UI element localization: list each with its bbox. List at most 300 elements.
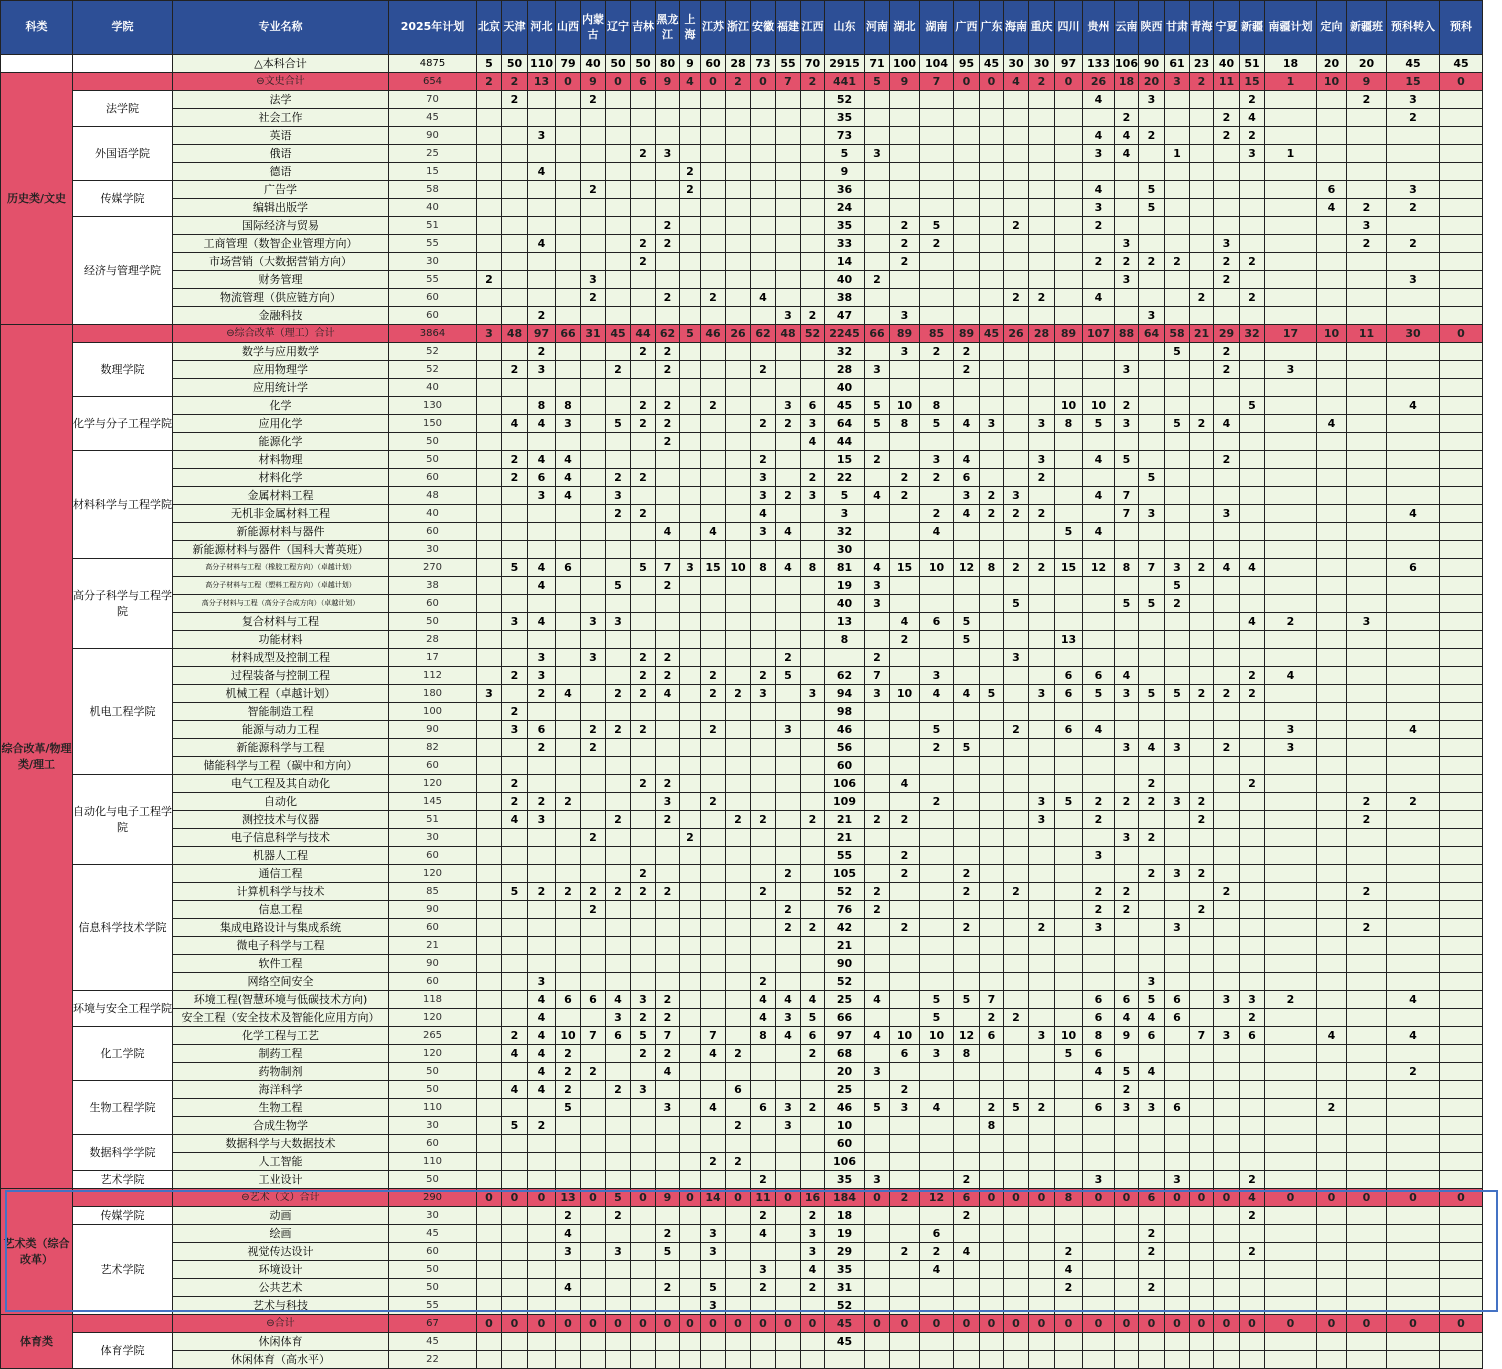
quota-cell [980, 361, 1004, 379]
quota-cell [890, 667, 920, 685]
quota-cell [890, 973, 920, 991]
quota-cell [1214, 397, 1240, 415]
quota-cell: 21 [825, 829, 865, 847]
quota-cell [1387, 865, 1440, 883]
quota-cell [825, 649, 865, 667]
quota-cell: 31 [581, 325, 606, 343]
quota-cell [502, 685, 528, 703]
quota-cell [1115, 379, 1139, 397]
quota-cell [656, 1171, 680, 1189]
quota-cell: 6 [726, 1081, 751, 1099]
quota-cell [980, 955, 1004, 973]
quota-cell [1214, 973, 1240, 991]
quota-cell: 2 [1347, 811, 1387, 829]
major-row [1, 919, 1483, 937]
quota-cell [1165, 1243, 1190, 1261]
quota-cell [502, 343, 528, 361]
quota-cell [776, 757, 801, 775]
quota-cell [581, 919, 606, 937]
quota-cell [1214, 541, 1240, 559]
quota-cell [1265, 685, 1317, 703]
quota-cell [656, 703, 680, 721]
quota-cell: 3 [556, 1243, 581, 1261]
quota-cell [556, 865, 581, 883]
quota-cell [606, 1351, 631, 1369]
quota-cell [980, 739, 1004, 757]
quota-cell [726, 577, 751, 595]
quota-cell [801, 505, 825, 523]
quota-cell [1139, 1351, 1165, 1369]
quota-cell [1083, 1225, 1115, 1243]
quota-cell: 3 [1240, 991, 1265, 1009]
quota-cell [776, 811, 801, 829]
quota-cell [1165, 469, 1190, 487]
quota-cell [1004, 145, 1029, 163]
quota-cell [1029, 1333, 1055, 1351]
quota-cell [1055, 847, 1083, 865]
quota-cell [920, 379, 954, 397]
quota-cell [1190, 1171, 1214, 1189]
quota-cell [656, 1135, 680, 1153]
quota-cell [1440, 217, 1483, 235]
quota-cell [1265, 1207, 1317, 1225]
quota-cell: 5 [920, 721, 954, 739]
quota-cell [1029, 541, 1055, 559]
quota-cell: 25 [825, 991, 865, 1009]
quota-cell [865, 235, 890, 253]
quota-cell: 6 [920, 613, 954, 631]
quota-cell [1440, 361, 1483, 379]
quota-cell [581, 487, 606, 505]
quota-cell [980, 1171, 1004, 1189]
quota-cell [631, 613, 656, 631]
quota-cell [1265, 253, 1317, 271]
quota-cell [556, 613, 581, 631]
quota-cell [1240, 163, 1265, 181]
major-row [1, 505, 1483, 523]
major-row [1, 1153, 1483, 1171]
quota-cell: 24 [825, 199, 865, 217]
quota-cell [1440, 829, 1483, 847]
quota-cell: 6 [1083, 1009, 1115, 1027]
quota-cell: 8 [751, 559, 776, 577]
quota-cell [680, 343, 701, 361]
quota-cell [1165, 451, 1190, 469]
quota-cell [980, 649, 1004, 667]
quota-cell [1115, 541, 1139, 559]
quota-cell [1317, 865, 1347, 883]
quota-cell [656, 487, 680, 505]
quota-cell: 3 [502, 613, 528, 631]
quota-cell: 3 [1165, 739, 1190, 757]
quota-cell [1055, 199, 1083, 217]
major-row [1, 757, 1483, 775]
quota-cell [920, 163, 954, 181]
quota-cell [528, 145, 556, 163]
quota-cell: 2 [502, 667, 528, 685]
quota-cell [1214, 595, 1240, 613]
quota-cell [631, 631, 656, 649]
major-name: 高分子材料与工程（高分子合成方向）（卓越计划） [173, 595, 389, 613]
quota-cell: 5 [954, 613, 980, 631]
major-row [1, 487, 1483, 505]
plan-value: 120 [389, 775, 477, 793]
quota-cell [776, 577, 801, 595]
quota-cell [656, 739, 680, 757]
quota-cell: 2 [1347, 793, 1387, 811]
quota-cell [1265, 469, 1317, 487]
quota-cell [1055, 181, 1083, 199]
quota-cell: 2 [1139, 1279, 1165, 1297]
quota-cell [954, 649, 980, 667]
quota-cell: 4 [502, 811, 528, 829]
quota-cell [1214, 1333, 1240, 1351]
quota-cell: 6 [1240, 1027, 1265, 1045]
quota-cell [477, 361, 502, 379]
quota-cell [954, 595, 980, 613]
quota-cell [502, 379, 528, 397]
quota-cell: 2 [502, 1027, 528, 1045]
quota-cell [1190, 847, 1214, 865]
quota-cell [631, 919, 656, 937]
quota-cell: 3 [825, 505, 865, 523]
quota-cell [1317, 451, 1347, 469]
quota-cell: 9 [680, 55, 701, 73]
quota-cell [1440, 271, 1483, 289]
quota-cell [556, 541, 581, 559]
quota-cell: 2 [701, 397, 726, 415]
plan-value: 60 [389, 1135, 477, 1153]
quota-cell [680, 1153, 701, 1171]
quota-cell [1265, 541, 1317, 559]
quota-cell [801, 1153, 825, 1171]
quota-cell: 7 [776, 73, 801, 91]
quota-cell: 2 [1214, 109, 1240, 127]
quota-cell: 18 [825, 1207, 865, 1225]
quota-cell [1387, 451, 1440, 469]
quota-cell [920, 199, 954, 217]
quota-cell [890, 1171, 920, 1189]
quota-cell: 2 [890, 865, 920, 883]
quota-cell [1004, 865, 1029, 883]
quota-cell [1004, 181, 1029, 199]
quota-cell: 4 [528, 163, 556, 181]
quota-cell [680, 1279, 701, 1297]
quota-cell [502, 919, 528, 937]
quota-cell [1214, 1279, 1240, 1297]
plan-value: 22 [389, 1351, 477, 1369]
quota-cell: 2 [631, 1045, 656, 1063]
major-name: 材料成型及控制工程 [173, 649, 389, 667]
quota-cell [1387, 1297, 1440, 1315]
quota-cell [477, 1261, 502, 1279]
quota-cell: 2 [631, 145, 656, 163]
quota-cell [865, 469, 890, 487]
quota-cell: 3 [1083, 1171, 1115, 1189]
plan-value: 120 [389, 865, 477, 883]
quota-cell: 0 [1387, 1189, 1440, 1207]
quota-cell: 4 [801, 433, 825, 451]
major-name: 材料物理 [173, 451, 389, 469]
quota-cell: 66 [556, 325, 581, 343]
quota-cell [1055, 217, 1083, 235]
quota-cell [1139, 937, 1165, 955]
quota-cell [1440, 181, 1483, 199]
quota-cell: 2 [1265, 613, 1317, 631]
quota-cell [1190, 667, 1214, 685]
college-cell [73, 1315, 173, 1333]
quota-cell [865, 1117, 890, 1135]
quota-cell [502, 1351, 528, 1369]
major-name: 市场营销（大数据营销方向） [173, 253, 389, 271]
quota-cell [1190, 379, 1214, 397]
quota-cell [1347, 271, 1387, 289]
quota-cell [920, 1297, 954, 1315]
column-header-35: 定向 [1317, 1, 1347, 55]
quota-cell [1440, 433, 1483, 451]
quota-cell: 44 [825, 433, 865, 451]
quota-cell [751, 343, 776, 361]
plan-value: 150 [389, 415, 477, 433]
quota-cell: 133 [1083, 55, 1115, 73]
column-header-0: 科类 [1, 1, 73, 55]
quota-cell [1190, 721, 1214, 739]
quota-cell [502, 433, 528, 451]
column-header-16: 福建 [776, 1, 801, 55]
quota-cell [606, 109, 631, 127]
quota-cell [680, 379, 701, 397]
quota-cell [1190, 1207, 1214, 1225]
plan-value: 60 [389, 595, 477, 613]
quota-cell [1387, 1225, 1440, 1243]
quota-cell [1387, 163, 1440, 181]
quota-cell: 3 [865, 685, 890, 703]
quota-cell [680, 91, 701, 109]
quota-cell [865, 379, 890, 397]
major-name: 制药工程 [173, 1045, 389, 1063]
quota-cell [556, 145, 581, 163]
quota-cell [1083, 739, 1115, 757]
major-name: 财务管理 [173, 271, 389, 289]
quota-cell [980, 235, 1004, 253]
quota-cell [865, 91, 890, 109]
major-row [1, 1045, 1483, 1063]
quota-cell: 3 [1165, 793, 1190, 811]
quota-cell [726, 865, 751, 883]
quota-cell [528, 865, 556, 883]
quota-cell: 6 [954, 1189, 980, 1207]
plan-value: 30 [389, 253, 477, 271]
quota-cell: 2 [502, 793, 528, 811]
quota-cell [1029, 1009, 1055, 1027]
quota-cell: 2 [631, 505, 656, 523]
quota-cell [1347, 1063, 1387, 1081]
quota-cell: 5 [1139, 595, 1165, 613]
quota-cell: 8 [980, 559, 1004, 577]
quota-cell [1139, 1297, 1165, 1315]
quota-cell: 4 [1083, 1063, 1115, 1081]
quota-cell: 0 [980, 1189, 1004, 1207]
quota-cell [1083, 775, 1115, 793]
quota-cell: 0 [1165, 1189, 1190, 1207]
quota-cell [1240, 757, 1265, 775]
quota-cell [606, 667, 631, 685]
quota-cell: 5 [920, 415, 954, 433]
quota-cell [1265, 487, 1317, 505]
quota-cell: 2 [920, 739, 954, 757]
quota-cell [1190, 397, 1214, 415]
quota-cell [581, 793, 606, 811]
quota-cell: 2 [1214, 451, 1240, 469]
quota-cell [1347, 847, 1387, 865]
major-name: 计算机科学与技术 [173, 883, 389, 901]
quota-cell [1190, 343, 1214, 361]
quota-cell: 2 [502, 703, 528, 721]
quota-cell [1083, 109, 1115, 127]
quota-cell: 0 [1347, 1189, 1387, 1207]
quota-cell [751, 775, 776, 793]
quota-cell [801, 973, 825, 991]
quota-cell [920, 577, 954, 595]
quota-cell [1115, 757, 1139, 775]
grand-total-row [1, 55, 1483, 73]
quota-cell: 5 [1240, 397, 1265, 415]
quota-cell: 106 [825, 1153, 865, 1171]
quota-cell: 5 [1139, 685, 1165, 703]
quota-cell [1055, 1063, 1083, 1081]
quota-cell: 2 [1240, 289, 1265, 307]
quota-cell [1115, 1243, 1139, 1261]
quota-cell [1029, 595, 1055, 613]
quota-cell [890, 109, 920, 127]
quota-cell [1387, 541, 1440, 559]
quota-cell [631, 1297, 656, 1315]
quota-cell: 2 [1139, 793, 1165, 811]
quota-cell: 6 [801, 1027, 825, 1045]
quota-cell [1440, 631, 1483, 649]
quota-cell [890, 721, 920, 739]
quota-cell [1347, 541, 1387, 559]
quota-cell [1083, 1081, 1115, 1099]
quota-cell [581, 451, 606, 469]
quota-cell: 0 [801, 1315, 825, 1333]
major-row [1, 469, 1483, 487]
major-name: 数学与应用数学 [173, 343, 389, 361]
quota-cell [502, 1261, 528, 1279]
quota-cell [1029, 991, 1055, 1009]
quota-cell [890, 757, 920, 775]
quota-cell [556, 595, 581, 613]
quota-cell [726, 1225, 751, 1243]
quota-cell [1440, 253, 1483, 271]
quota-cell [1165, 289, 1190, 307]
quota-cell: 3 [701, 1297, 726, 1315]
quota-cell [528, 1225, 556, 1243]
quota-cell [1190, 883, 1214, 901]
quota-cell: 2 [890, 217, 920, 235]
quota-cell [751, 163, 776, 181]
quota-cell [528, 433, 556, 451]
major-row [1, 145, 1483, 163]
quota-cell [631, 973, 656, 991]
quota-cell [776, 1153, 801, 1171]
quota-cell: 79 [556, 55, 581, 73]
quota-cell [477, 1009, 502, 1027]
quota-cell: 4 [528, 559, 556, 577]
quota-cell: 3 [776, 1117, 801, 1135]
quota-cell [1214, 163, 1240, 181]
quota-cell: 73 [751, 55, 776, 73]
column-header-22: 广西 [954, 1, 980, 55]
quota-cell: 52 [825, 973, 865, 991]
quota-cell: 5 [920, 991, 954, 1009]
major-name: 智能制造工程 [173, 703, 389, 721]
quota-cell: 2 [726, 1117, 751, 1135]
quota-cell [1029, 829, 1055, 847]
quota-cell: 4 [1139, 1063, 1165, 1081]
quota-cell [1004, 1045, 1029, 1063]
quota-cell [680, 1027, 701, 1045]
major-name: 新能源材料与器件 [173, 523, 389, 541]
quota-cell [1317, 1225, 1347, 1243]
quota-cell [477, 379, 502, 397]
quota-cell [1115, 523, 1139, 541]
quota-cell: 21 [825, 937, 865, 955]
quota-cell: 5 [954, 991, 980, 1009]
quota-cell [726, 973, 751, 991]
quota-cell [1165, 955, 1190, 973]
quota-cell [556, 163, 581, 181]
quota-cell [581, 757, 606, 775]
quota-cell [801, 595, 825, 613]
quota-cell [980, 307, 1004, 325]
quota-cell: 2 [1115, 793, 1139, 811]
quota-cell [581, 775, 606, 793]
quota-cell [1165, 721, 1190, 739]
quota-cell [865, 793, 890, 811]
quota-cell [528, 289, 556, 307]
quota-cell [1387, 217, 1440, 235]
quota-cell: 8 [890, 415, 920, 433]
quota-cell [1165, 1045, 1190, 1063]
quota-cell [656, 541, 680, 559]
major-name: 应用统计学 [173, 379, 389, 397]
quota-cell: 2 [954, 865, 980, 883]
quota-cell [656, 253, 680, 271]
quota-cell [528, 847, 556, 865]
college-cell [73, 73, 173, 91]
quota-cell: 2 [631, 721, 656, 739]
quota-cell: 98 [825, 703, 865, 721]
quota-cell [477, 505, 502, 523]
quota-cell: 2 [528, 793, 556, 811]
quota-cell [1440, 1153, 1483, 1171]
quota-cell: 10 [920, 1027, 954, 1045]
major-row [1, 541, 1483, 559]
quota-cell [1240, 901, 1265, 919]
quota-cell [528, 1171, 556, 1189]
quota-cell [1214, 577, 1240, 595]
quota-cell: 2 [701, 721, 726, 739]
quota-cell [1165, 973, 1190, 991]
quota-cell [865, 847, 890, 865]
quota-cell [606, 253, 631, 271]
quota-cell [1115, 775, 1139, 793]
quota-cell [890, 1261, 920, 1279]
quota-cell [920, 1207, 954, 1225]
quota-cell: 2 [606, 883, 631, 901]
quota-cell [1165, 361, 1190, 379]
